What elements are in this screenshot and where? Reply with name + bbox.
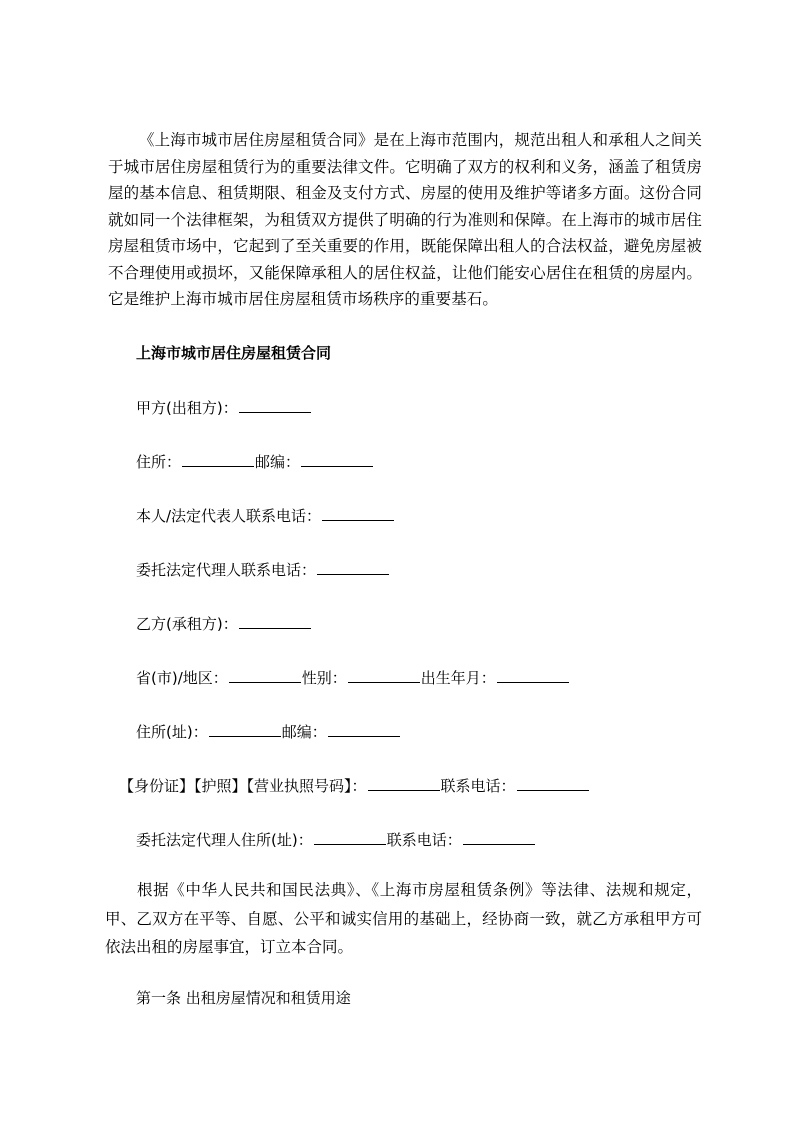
party-b-postcode-label: 邮编： [281,723,327,741]
contract-title: 上海市城市居住房屋租赁合同 [136,344,332,362]
contact-phone-label: 联系电话： [440,777,516,795]
party-b-label: 乙方(承租方)： [136,615,238,633]
id-number-blank [368,776,440,791]
party-b-address-label: 住所(址)： [136,723,208,741]
party-a-label: 甲方(出租方)： [136,399,238,417]
party-b-address-line [136,722,401,742]
party-a-postcode-blank [301,452,373,467]
party-a-phone-blank [322,506,394,521]
agent-phone-blank [317,560,389,575]
party-b-line [136,614,312,634]
article-1-heading: 第一条 出租房屋情况和租赁用途 [136,989,351,1007]
party-a-phone-line [136,506,395,526]
party-a-line [136,398,312,418]
party-a-phone-label: 本人/法定代表人联系电话： [136,507,322,525]
id-line [119,776,590,796]
intro-paragraph: 《上海市城市居住房屋租赁合同》是在上海市范围内，规范出租人和承租人之间关于城市居住房屋租赁行为的重要法律文件。它明确了双方的权利和义务，涵盖了租赁房屋的基本信息、租赁期限、租金及支付方式、房屋的使用及维护等诸多方面。这份合同就如同一个法律框架，为租赁双方提供了明确的行为准则和保障。在上海市的城市居住房屋租赁市场中，它起到了至关重要的作用，既能保障出租人的合法权益，避免房屋被不合理使用或损坏，又能保障承租人的居住权益，让他们能安心居住在租赁的房屋内。它是维护上海市城市居住房屋租赁市场秩序的重要基石。 [108,131,702,308]
party-b-blank [239,614,311,629]
id-types-label: 【身份证】【护照】【营业执照号码】： [119,777,367,795]
party-a-blank [239,398,311,413]
party-b-info-line [136,668,570,688]
legal-basis-paragraph: 根据《中华人民共和国民法典》、《上海市房屋租赁条例》等法律、法规和规定，甲、乙双方在平等、自愿、公平和诚实信用的基础上，经协商一致，就乙方承租甲方可依法出租的房屋事宜，订立本合同。 [105,881,702,956]
party-b-address-blank [209,722,281,737]
party-a-address-label: 住所： [136,453,182,471]
birth-label: 出生年月： [420,669,496,687]
agent-address-line [136,830,536,850]
agent-address-blank [314,830,386,845]
agent-address-label: 委托法定代理人住所(址)： [136,831,313,849]
province-label: 省(市)/地区： [136,669,228,687]
agent-contact-phone-label: 联系电话： [386,831,462,849]
agent-phone-line [136,560,390,580]
party-a-address-blank [182,452,254,467]
party-b-postcode-blank [328,722,400,737]
agent-phone-label: 委托法定代理人联系电话： [136,561,317,579]
province-blank [229,668,301,683]
birth-blank [497,668,569,683]
party-a-postcode-label: 邮编： [255,453,301,471]
gender-blank [348,668,420,683]
contact-phone-blank [517,776,589,791]
gender-label: 性别： [301,669,347,687]
agent-contact-phone-blank [463,830,535,845]
party-a-address-line [136,452,374,472]
